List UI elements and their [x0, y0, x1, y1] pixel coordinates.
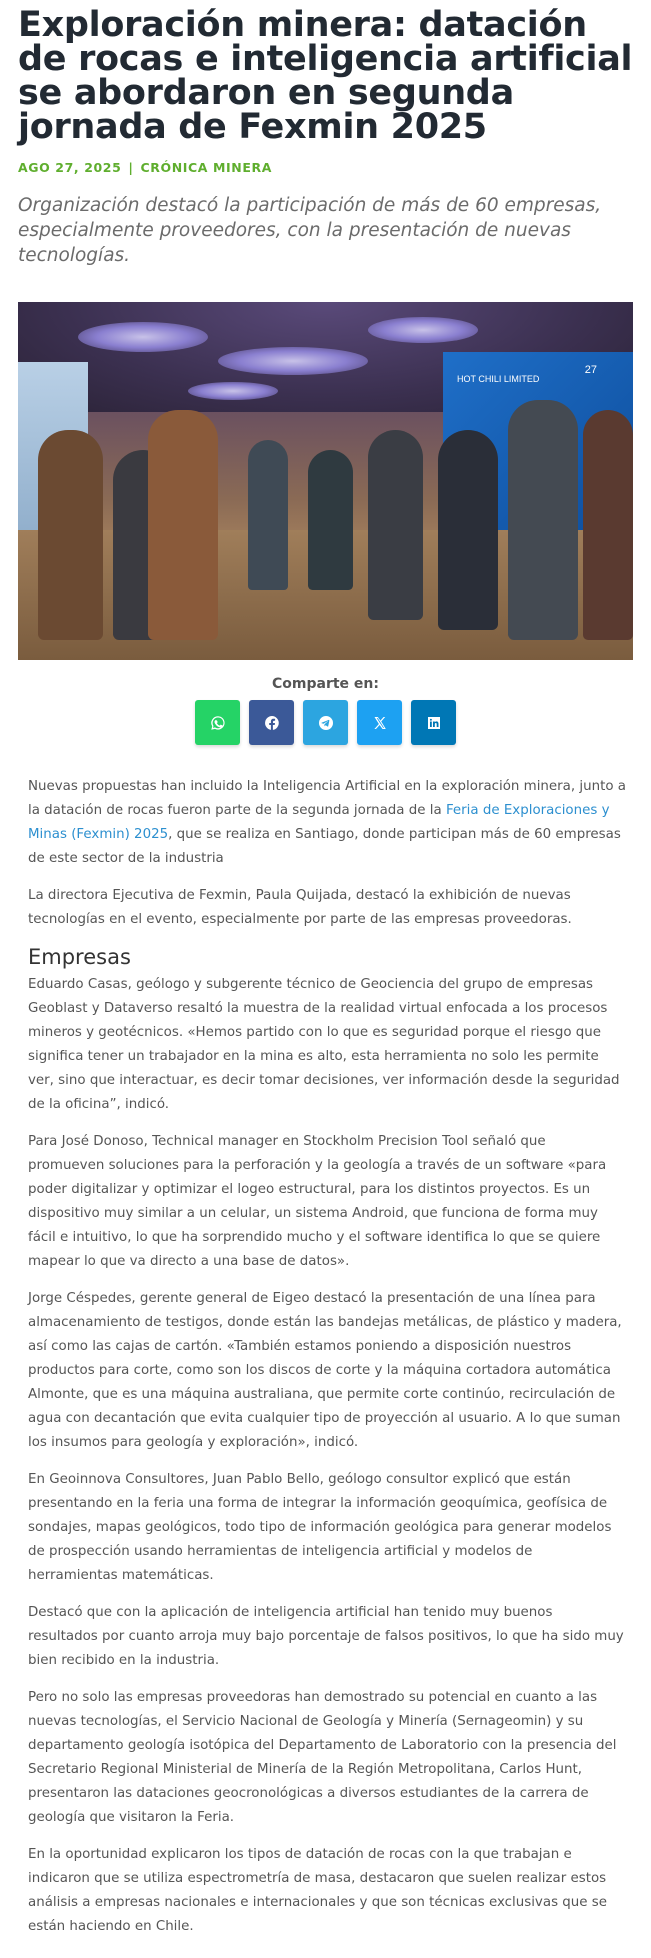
paragraph: En la oportunidad explicaron los tipos de datación de rocas con la que trabajan e indicaron que se utiliza espectrometría de masa, destacaron que suelen realizar estos análisis a empresas nacionales e internacionales y que son técnicas exclusivas que se están haciendo en Chile.	[28, 1847, 607, 1934]
booth-sign: HOT CHILI LIMITED	[457, 374, 540, 384]
ceiling-lamp	[78, 322, 208, 352]
share-facebook-button[interactable]	[249, 700, 294, 745]
paragraph: Pero no solo las empresas proveedoras han demostrado su potencial en cuanto a las nuevas tecnologías, el Servicio Nacional de Geología y Minería (Sernageomin) y su departamento geología isotópica del Departamento de Laboratorio con la presencia del Secretario Regional Ministerial de Minería de la Región Metropolitana, Carlos Hunt, presentaron las dataciones geocronológicas a diversos estudiantes de la carrera de geología que visitaron la Feria.	[28, 1690, 617, 1825]
whatsapp-icon	[210, 715, 226, 731]
person-silhouette	[508, 400, 578, 640]
ceiling-lamp	[218, 347, 368, 375]
paragraph: Para José Donoso, Technical manager en Stockholm Precision Tool señaló que promueven soluciones para la perforación y la geología a través de un software «para poder digitalizar y optimizar el logeo estructural, para los distintos proyectos. Es un dispositivo muy similar a un celular, un sistema Android, que funciona de forma muy fácil e intuitivo, lo que ha sorprendido mucho y el software identifica lo que se quiere mapear lo que va directo a una base de datos».	[28, 1134, 607, 1269]
ceiling-lamp	[368, 317, 478, 343]
share-whatsapp-button[interactable]	[195, 700, 240, 745]
paragraph: Jorge Céspedes, gerente general de Eigeo destacó la presentación de una línea para almacenamiento de testigos, donde están las bandejas metálicas, de plástico y madera, así como las cajas de cartón. «También estamos poniendo a disposición nuestros productos para corte, como son los discos de corte y la máquina cortadora automática Almonte, que es una máquina australiana, que permite corte continúo, recirculación de agua con decantación que evita cualquier tipo de proyección al usuario. A lo que suman los insumos para geología y exploración», indicó.	[28, 1291, 622, 1450]
article-container	[18, 0, 633, 1952]
article-title: Exploración minera: datación de rocas e inteligencia artificial se abordaron en segunda jornada de Fexmin 2025	[18, 5, 633, 147]
paragraph: La directora Ejecutiva de Fexmin, Paula Quijada, destacó la exhibición de nuevas tecnologías en el evento, especialmente por parte de las empresas proveedoras.	[28, 888, 572, 927]
person-silhouette	[308, 450, 353, 590]
fexmin-link[interactable]: Feria de Exploraciones y Minas (Fexmin) 2025	[28, 803, 610, 842]
paragraph-text: Nuevas propuestas han incluido la Inteligencia Artificial en la exploración minera, junto a la datación de rocas fueron parte de la segunda jornada de la	[28, 779, 626, 818]
paragraph: Eduardo Casas, geólogo y subgerente técnico de Geociencia del grupo de empresas Geoblast y Dataverso resaltó la muestra de la realidad virtual enfocada a los procesos mineros y geotécnicos. «Hemos partido con lo que es seguridad porque el riesgo que significa tener un trabajador en la mina es alto, esta herramienta no solo les permite ver, sino que interactuar, es decir tomar decisiones, ver información desde la seguridad de la oficina”, indicó.	[28, 977, 620, 1112]
person-silhouette	[583, 410, 633, 640]
share-buttons	[18, 700, 633, 745]
paragraph: En Geoinnova Consultores, Juan Pablo Bello, geólogo consultor explicó que están presentando en la feria una forma de integrar la información geoquímica, geofísica de sondajes, mapas geológicos, todo tipo de información geológica para generar modelos de prospección usando herramientas de inteligencia artificial y modelos de herramientas matemáticas.	[28, 1472, 612, 1583]
share-telegram-button[interactable]	[303, 700, 348, 745]
booth-number: 27	[584, 364, 597, 376]
telegram-icon	[318, 715, 334, 731]
section-heading: Empresas	[28, 945, 131, 969]
person-silhouette	[148, 410, 218, 640]
hero-image	[18, 302, 633, 660]
article-date[interactable]: AGO 27, 2025	[18, 160, 122, 175]
ceiling-lamp	[188, 382, 278, 400]
facebook-icon	[264, 715, 280, 731]
paragraph: Destacó que con la aplicación de inteligencia artificial han tenido muy buenos resultados por cuanto arroja muy bajo porcentaje de falsos positivos, lo que ha sido muy bien recibido en la industria.	[28, 1605, 624, 1668]
paragraph	[28, 775, 626, 871]
person-silhouette	[38, 430, 103, 640]
article-subtitle: Organización destacó la participación de más de 60 empresas, especialmente proveedores, con la presentación de nuevas tecnologías.	[18, 195, 602, 266]
meta-separator: |	[128, 160, 134, 175]
share-linkedin-button[interactable]	[411, 700, 456, 745]
x-icon	[372, 715, 388, 731]
paragraph-text: , que se realiza en Santiago, donde participan más de 60 empresas de este sector de la industria	[28, 827, 621, 866]
share-x-button[interactable]	[357, 700, 402, 745]
person-silhouette	[438, 430, 498, 630]
article-category-link[interactable]: CRÓNICA MINERA	[140, 160, 273, 175]
share-label: Comparte en:	[272, 676, 379, 692]
article-meta	[18, 160, 633, 175]
person-silhouette	[248, 440, 288, 590]
person-silhouette	[368, 430, 423, 620]
linkedin-icon	[426, 715, 442, 731]
article-body	[18, 775, 626, 1939]
